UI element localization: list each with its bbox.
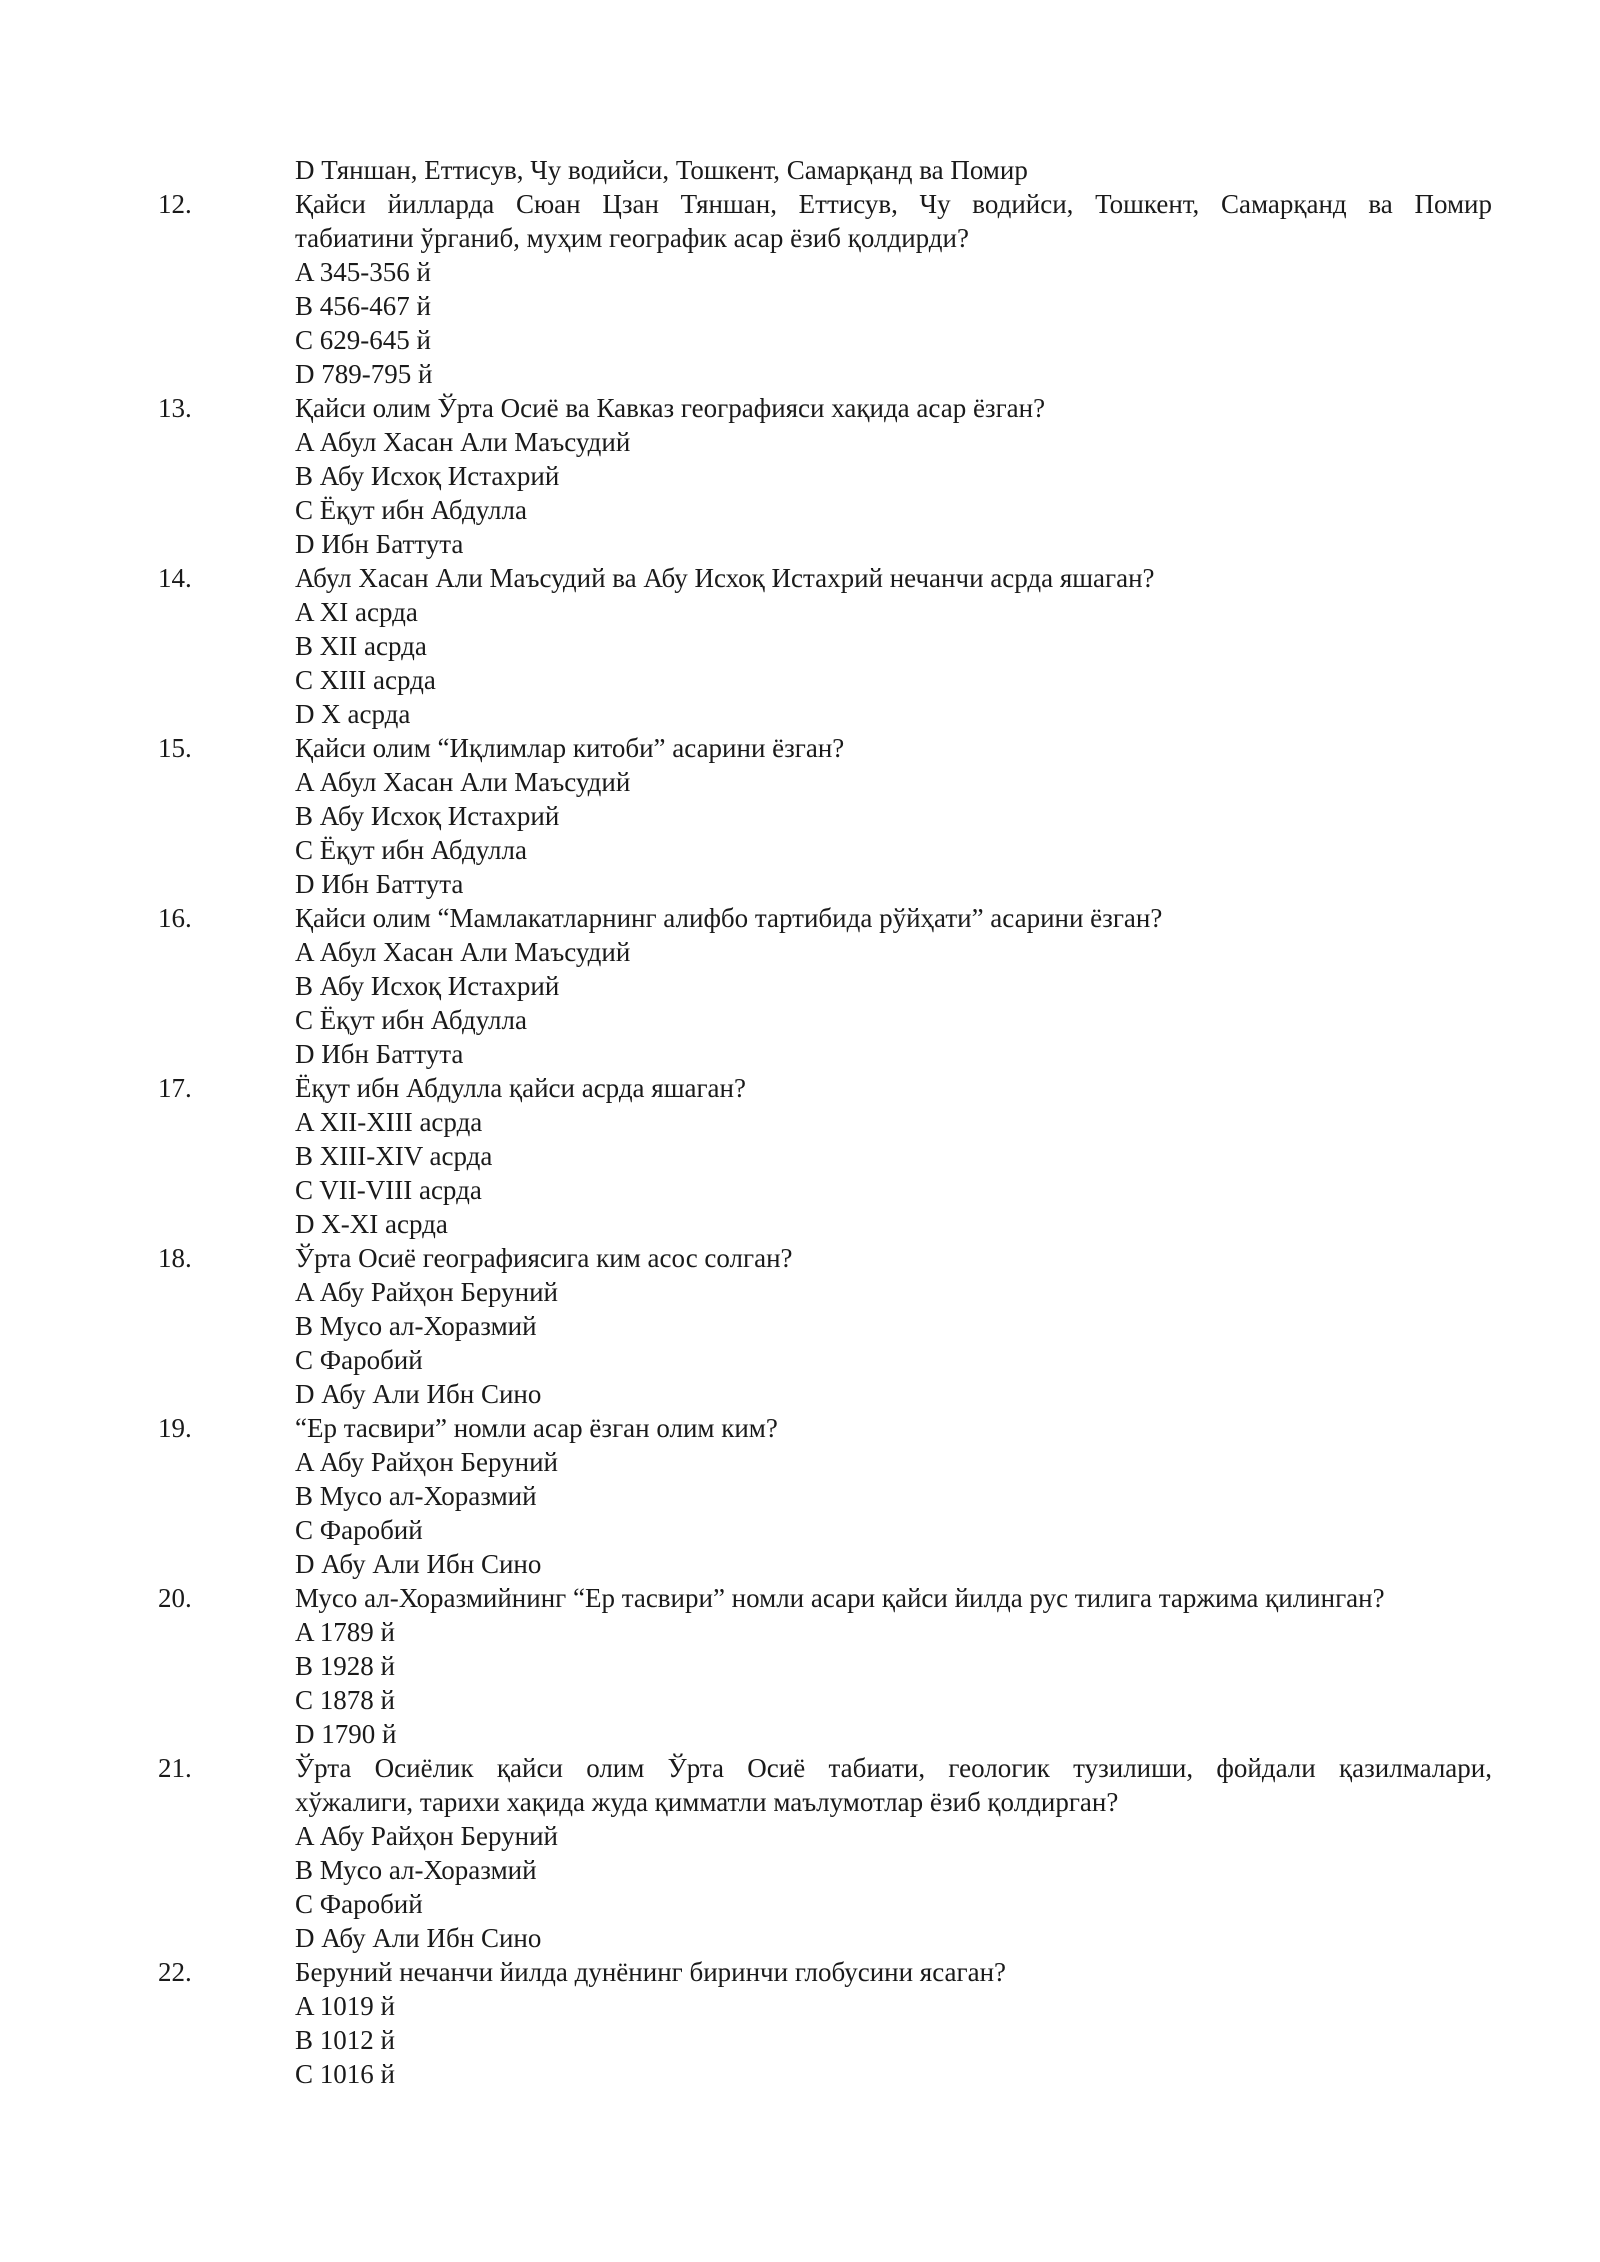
option: B Абу Исхоқ Истахрий — [295, 971, 560, 1001]
question-number: 20. — [158, 1583, 192, 1613]
option: C Ёқут ибн Абдулла — [295, 495, 527, 525]
option: A Абу Райҳон Беруний — [295, 1447, 558, 1477]
option: B XII асрда — [295, 631, 427, 661]
option: A Абул Хасан Али Маъсудий — [295, 767, 631, 797]
option: D Абу Али Ибн Сино — [295, 1923, 542, 1953]
question-text: табиатини ўрганиб, муҳим географик асар ёзиб қолдирди? — [295, 223, 969, 253]
question-text: Қайси олим “Мамлакатларнинг алифбо тартибида рўйҳати” асарини ёзган? — [295, 903, 1163, 933]
option: D Ибн Баттута — [295, 1039, 464, 1069]
question-number: 14. — [158, 563, 192, 593]
question-number: 22. — [158, 1957, 192, 1987]
option: C 1016 й — [295, 2059, 395, 2089]
option: D Абу Али Ибн Сино — [295, 1379, 542, 1409]
question-text: Қайси олим Ўрта Осиё ва Кавказ географияси хақида асар ёзган? — [295, 393, 1046, 423]
option: B Абу Исхоқ Истахрий — [295, 461, 560, 491]
question-text: Ёқут ибн Абдулла қайси асрда яшаган? — [295, 1073, 746, 1103]
option: C XIII асрда — [295, 665, 436, 695]
option: C 1878 й — [295, 1685, 395, 1715]
question-text: Ўрта Осиё географиясига ким асос солган? — [295, 1243, 793, 1273]
question-text: Қайси йилларда Сюан Цзан Тяншан, Еттисув, Чу водийси, Тошкент, Самарқанд ва Помир — [295, 189, 1492, 219]
question-number: 19. — [158, 1413, 192, 1443]
option: C Фаробий — [295, 1345, 423, 1375]
option: B Мусо ал-Хоразмий — [295, 1481, 537, 1511]
option: A Абу Райҳон Беруний — [295, 1277, 558, 1307]
option: D X-XI асрда — [295, 1209, 448, 1239]
option: A Абул Хасан Али Маъсудий — [295, 937, 631, 967]
option: B 1012 й — [295, 2025, 395, 2055]
option: B Мусо ал-Хоразмий — [295, 1311, 537, 1341]
option: D Ибн Баттута — [295, 529, 464, 559]
question-number: 12. — [158, 189, 192, 219]
option: B XIII-XIV асрда — [295, 1141, 493, 1171]
question-number: 17. — [158, 1073, 192, 1103]
option: C Фаробий — [295, 1515, 423, 1545]
question-number: 18. — [158, 1243, 192, 1273]
option: D X асрда — [295, 699, 411, 729]
option: C VII-VIII асрда — [295, 1175, 482, 1205]
option: D 1790 й — [295, 1719, 397, 1749]
question-number: 15. — [158, 733, 192, 763]
question-text: Ўрта Осиёлик қайси олим Ўрта Осиё табиати, геологик тузилиши, фойдали қазилмалари, — [295, 1753, 1492, 1783]
option: A 1019 й — [295, 1991, 395, 2021]
option: B Абу Исхоқ Истахрий — [295, 801, 560, 831]
option: A XI асрда — [295, 597, 418, 627]
question-number: 21. — [158, 1753, 192, 1783]
option: C Ёқут ибн Абдулла — [295, 1005, 527, 1035]
option: D Ибн Баттута — [295, 869, 464, 899]
option: A Абул Хасан Али Маъсудий — [295, 427, 631, 457]
option: B 1928 й — [295, 1651, 395, 1681]
option: A XII-XIII асрда — [295, 1107, 483, 1137]
option: D 789-795 й — [295, 359, 433, 389]
question-text: Абул Хасан Али Маъсудий ва Абу Исхоқ Истахрий нечанчи асрда яшаган? — [295, 563, 1155, 593]
question-number: 13. — [158, 393, 192, 423]
option: B Мусо ал-Хоразмий — [295, 1855, 537, 1885]
option: A Абу Райҳон Беруний — [295, 1821, 558, 1851]
question-text: хўжалиги, тарихи хақида жуда қимматли маълумотлар ёзиб қолдирган? — [295, 1787, 1119, 1817]
option-continued: D Тяншан, Еттисув, Чу водийси, Тошкент, Самарқанд ва Помир — [295, 155, 1028, 185]
option: B 456-467 й — [295, 291, 431, 321]
question-text: Беруний нечанчи йилда дунёнинг биринчи глобусини ясаган? — [295, 1957, 1007, 1987]
option: D Абу Али Ибн Сино — [295, 1549, 542, 1579]
option: C Ёқут ибн Абдулла — [295, 835, 527, 865]
question-text: Мусо ал-Хоразмийнинг “Ер тасвири” номли асари қайси йилда рус тилига таржима қилинган? — [295, 1583, 1385, 1613]
option: A 345-356 й — [295, 257, 431, 287]
option: A 1789 й — [295, 1617, 395, 1647]
option: C 629-645 й — [295, 325, 431, 355]
question-text: Қайси олим “Иқлимлар китоби” асарини ёзган? — [295, 733, 845, 763]
option: C Фаробий — [295, 1889, 423, 1919]
question-number: 16. — [158, 903, 192, 933]
question-text: “Ер тасвири” номли асар ёзган олим ким? — [295, 1413, 778, 1443]
